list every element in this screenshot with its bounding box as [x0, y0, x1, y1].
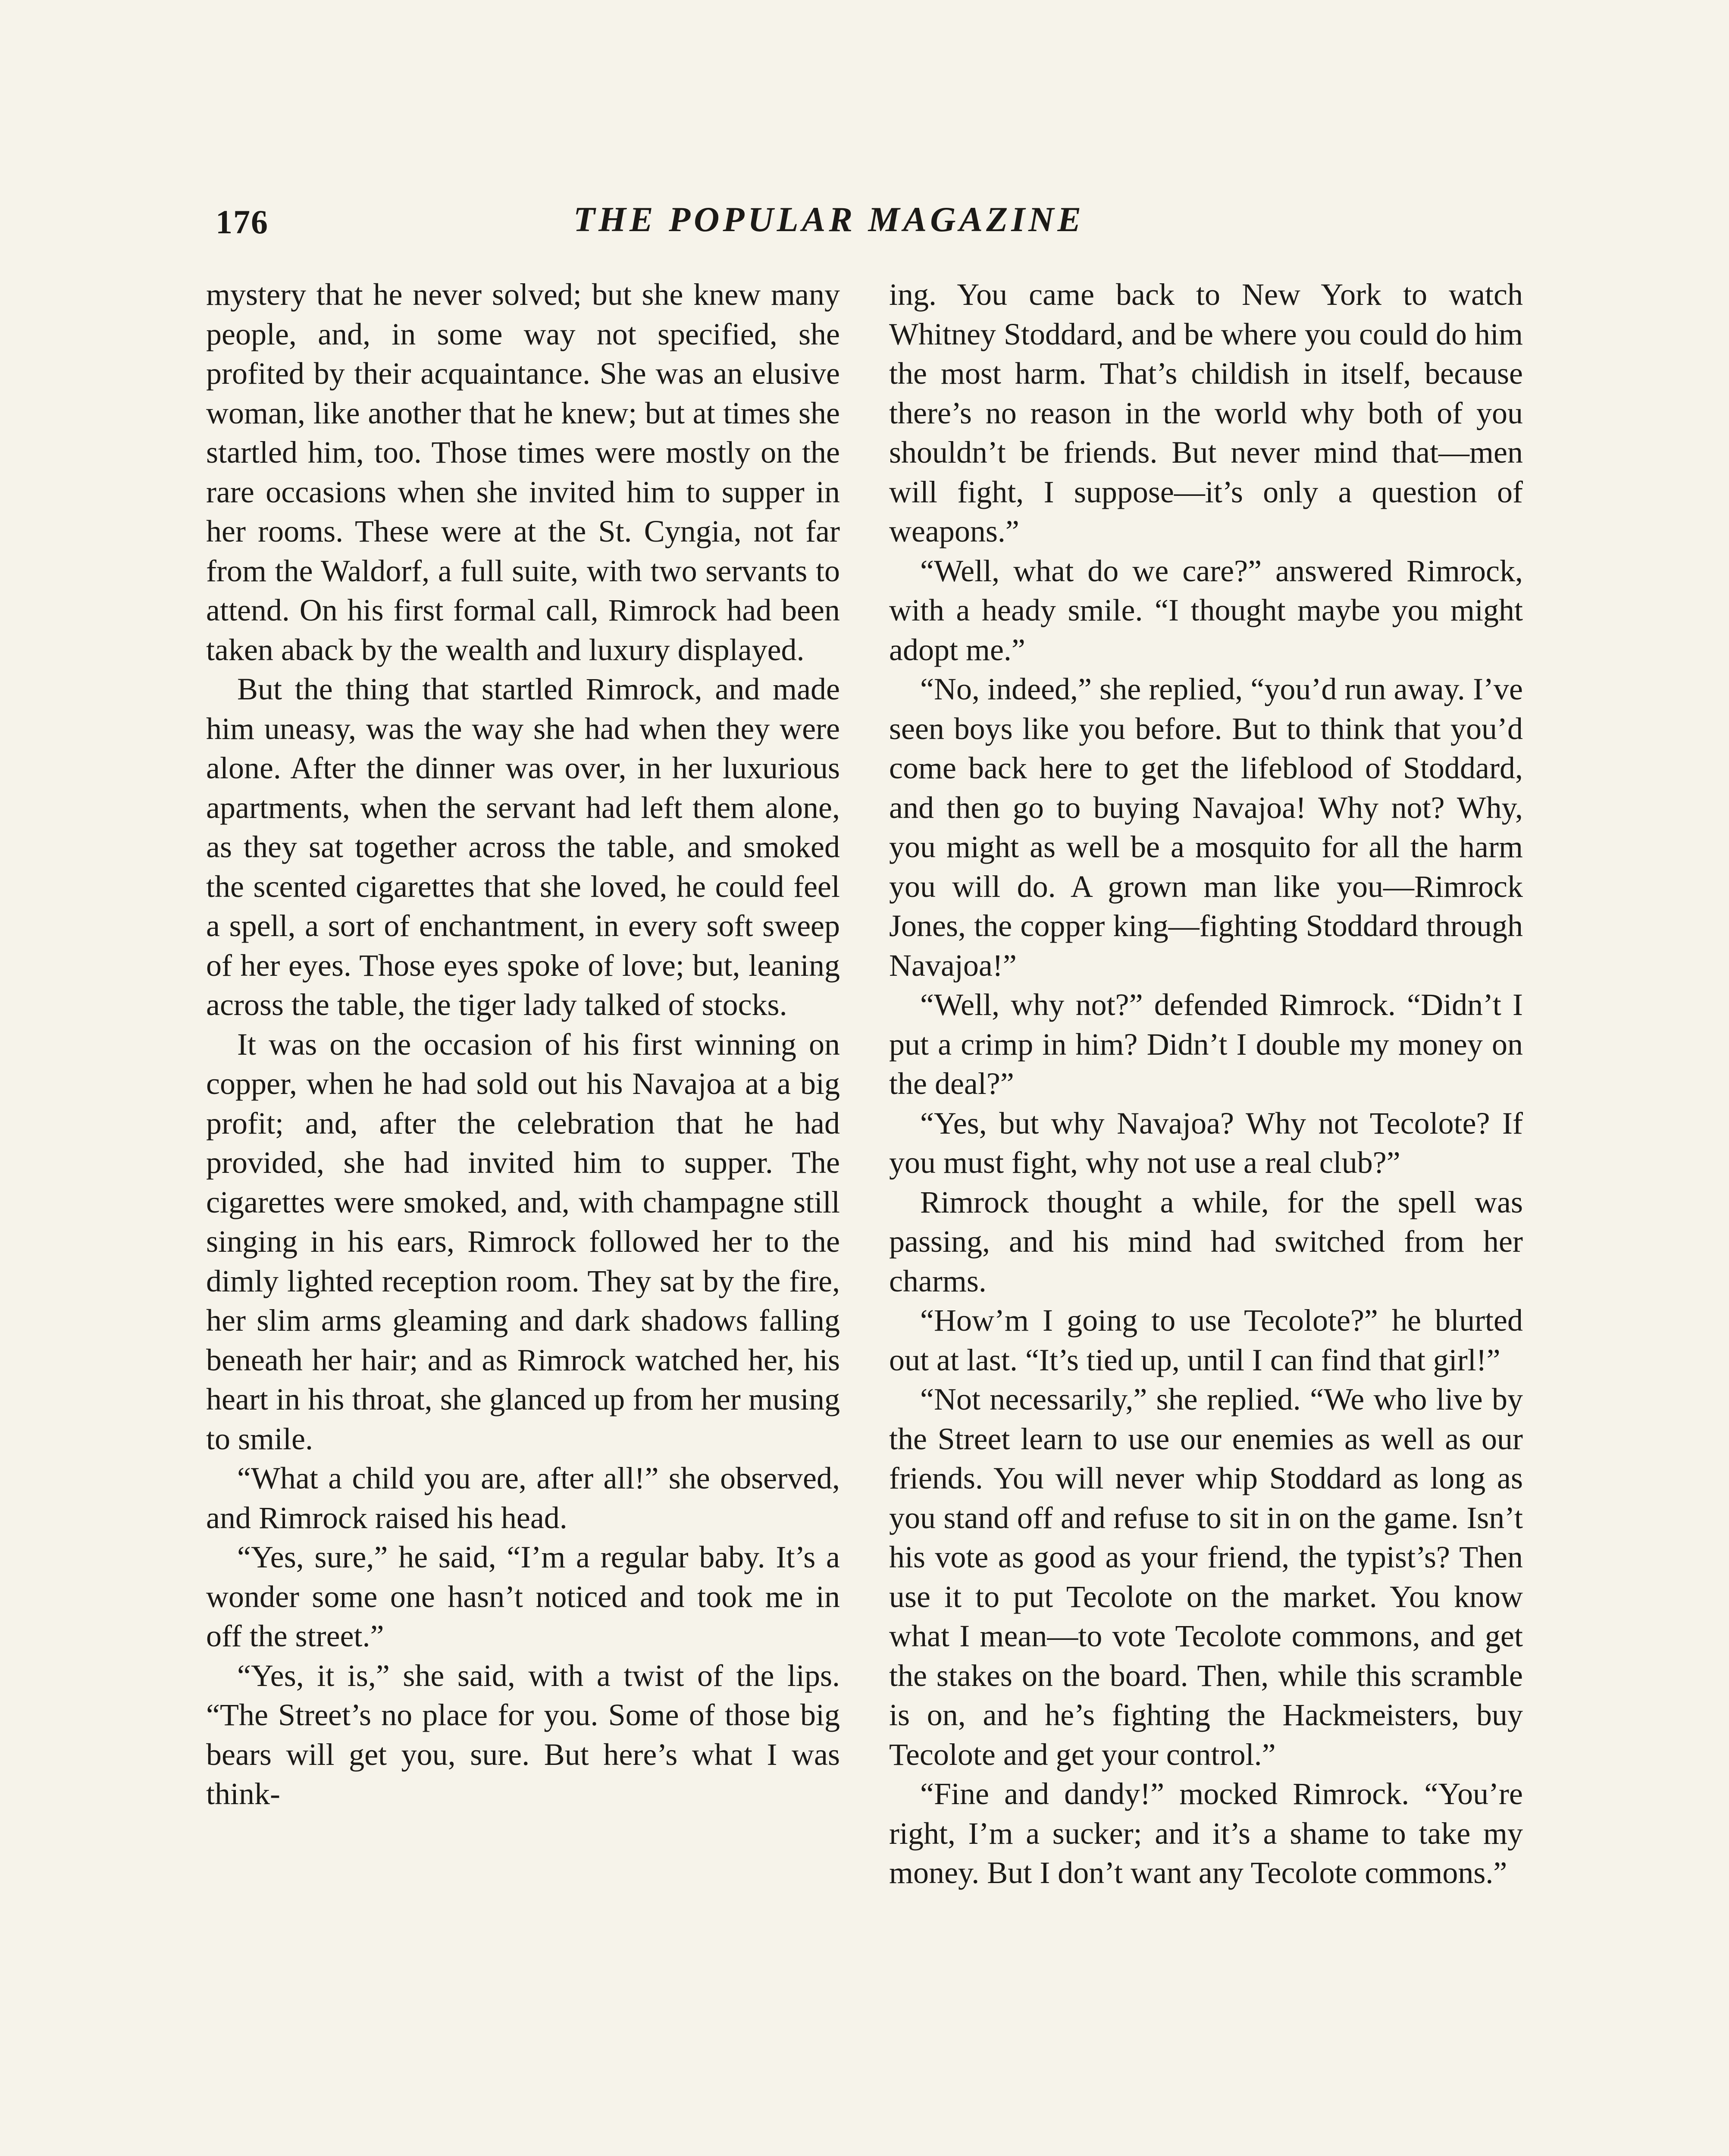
paragraph: “What a child you are, after all!” she observed, and Rimrock raised his head. [206, 1461, 840, 1535]
paragraph: mystery that he never solved; but she knew many people, and, in some way not specified, she profited by their acquaintance. She was an elusive woman, like another that he knew; but at times she startled him, too. Those times were mostly on the rare occasions when she invited him to supper in her rooms. These were at the St. Cyngia, not far from the Waldorf, a full suite, with two servants to attend. On his first formal call, Rimrock had been taken aback by the wealth and luxury displayed. [206, 277, 840, 667]
right-text-column [889, 275, 1523, 1893]
paragraph: But the thing that startled Rimrock, and made him uneasy, was the way she had when they were alone. After the dinner was over, in her luxurious apartments, when the servant had left them alone, as they sat together across the table, and smoked the scented cigarettes that she loved, he could feel a spell, a sort of enchantment, in every soft sweep of her eyes. Those eyes spoke of love; but, leaning across the table, the tiger lady talked of stocks. [206, 672, 840, 1022]
paragraph: “Yes, it is,” she said, with a twist of the lips. “The Street’s no place for you. Some of those big bears will get you, sure. But here’s what I was think- [206, 1658, 840, 1811]
paragraph: “Yes, but why Navajoa? Why not Tecolote? If you must fight, why not use a real club?” [889, 1106, 1523, 1180]
running-title: THE POPULAR MAGAZINE [573, 200, 1085, 239]
paragraph: “How’m I going to use Tecolote?” he blurted out at last. “It’s tied up, until I can find that girl!” [889, 1303, 1523, 1377]
paragraph: “Well, what do we care?” answered Rimrock, with a heady smile. “I thought maybe you might adopt me.” [889, 553, 1523, 667]
paragraph: ing. You came back to New York to watch Whitney Stoddard, and be where you could do him the most harm. That’s childish in itself, because there’s no reason in the world why both of you shouldn’t be friends. But never mind that—men will fight, I suppose—it’s only a question of weapons.” [889, 277, 1523, 548]
paragraph: Rimrock thought a while, for the spell was passing, and his mind had switched from her charms. [889, 1185, 1523, 1298]
paragraph: “No, indeed,” she replied, “you’d run away. I’ve seen boys like you before. But to think that you’d come back here to get the lifeblood of Stoddard, and then go to buying Navajoa! Why not? Why, you might as well be a mosquito for all the harm you will do. A grown man like you—Rimrock Jones, the copper king—fighting Stoddard through Navajoa!” [889, 672, 1523, 983]
paragraph: “Yes, sure,” he said, “I’m a regular baby. It’s a wonder some one hasn’t noticed and took me in off the street.” [206, 1540, 840, 1653]
paragraph: “Not necessarily,” she replied. “We who live by the Street learn to use our enemies as well as our friends. You will never whip Stoddard as long as you stand off and refuse to sit in on the game. Isn’t his vote as good as your friend, the typist’s? Then use it to put Tecolote on the market. You know what I mean—to vote Tecolote commons, and get the stakes on the board. Then, while this scramble is on, and he’s fighting the Hackmeisters, buy Tecolote and get your control.” [889, 1382, 1523, 1772]
paragraph: “Well, why not?” defended Rimrock. “Didn’t I put a crimp in him? Didn’t I double my money on the deal?” [889, 987, 1523, 1101]
paragraph: It was on the occasion of his first winning on copper, when he had sold out his Navajoa at a big profit; and, after the celebration that he had provided, she had invited him to supper. The cigarettes were smoked, and, with champagne still singing in his ears, Rimrock followed her to the dimly lighted reception room. They sat by the fire, her slim arms gleaming and dark shadows falling beneath her hair; and as Rimrock watched her, his heart in his throat, she glanced up from her musing to smile. [206, 1027, 840, 1456]
paragraph: “Fine and dandy!” mocked Rimrock. “You’re right, I’m a sucker; and it’s a shame to take my money. But I don’t want any Tecolote commons.” [889, 1777, 1523, 1890]
left-text-column [206, 275, 840, 1814]
page-number: 176 [216, 203, 269, 241]
